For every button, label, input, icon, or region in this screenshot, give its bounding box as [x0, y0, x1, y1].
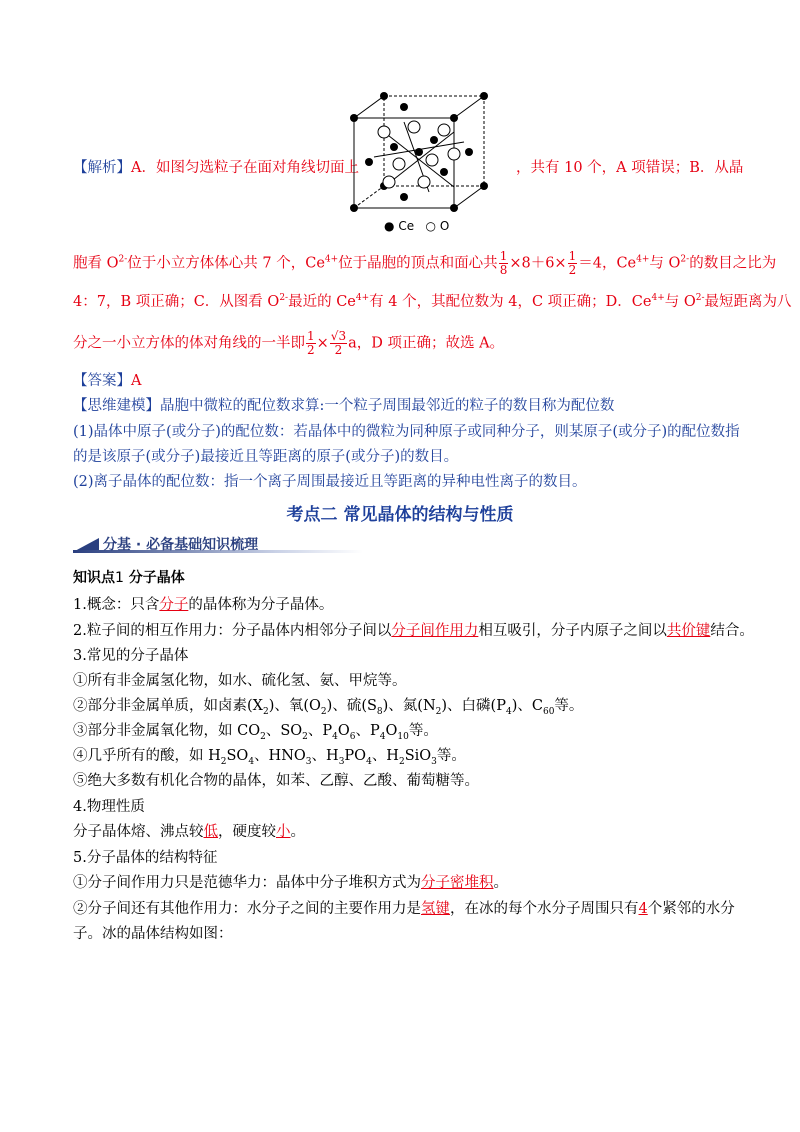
fraction: $\frac{1}{2}$ — [307, 329, 315, 357]
properties-heading: 4.物理性质 — [73, 799, 145, 815]
model-line-1: 【思维建模】晶胞中微粒的配位数求算:一个粒子周围最邻近的粒子的数目称为配位数 — [73, 398, 615, 414]
analysis-tag: 【解析】 — [73, 160, 131, 176]
knowledge-heading: 知识点1 分子晶体 — [73, 570, 185, 586]
model-line-3: 的是该原子(或分子)最接近且等距离的原子(或分子)的数目。 — [73, 449, 459, 465]
analysis-line-1b: ，共有 10 个，A 项错误；B．从晶 — [516, 160, 744, 176]
fraction: $\frac{1}{2}$ — [568, 249, 577, 277]
section-banner — [73, 534, 363, 558]
analysis-line-4: 分之一小立方体的体对角线的一半即 $\frac{1}{2}$ × $\frac{√3}{2}$ a，D 项正确；故选 A。 — [73, 329, 505, 357]
answer-value: A — [131, 373, 142, 389]
model-line-2: (1)晶体中原子(或分子)的配位数：若晶体中的微粒为同种原子或同种分子，则某原子(或分子)的配位数指 — [73, 424, 740, 440]
banner-label: 分基 · 必备基础知识梳理 — [103, 537, 259, 553]
interaction-line: 2.粒子间的相互作用力：分子晶体内相邻分子间以分子间作用力相互吸引，分子内原子之间以共价键结合。 — [73, 623, 754, 639]
list-item: ⑤绝大多数有机化合物的晶体，如苯、乙醇、乙酸、葡萄糖等。 — [73, 773, 479, 789]
structure-heading: 5.分子晶体的结构特征 — [73, 850, 218, 866]
ce-legend-icon: ● — [384, 219, 395, 233]
o-legend-icon: ○ — [425, 219, 437, 233]
answer-tag: 【答案】 — [73, 373, 131, 389]
concept-line: 1.概念：只含分子的晶体称为分子晶体。 — [73, 597, 334, 613]
section-title: 考点二 常见晶体的结构与性质 — [286, 505, 514, 525]
model-tag: 【思维建模】 — [73, 398, 160, 414]
list-item: ②部分非金属单质，如卤素$(X_2)$、氧$(O_2)$、硫$(S_8)$、氮$(N_2)$、白磷$(P_4)$、$C_{60}$等。 — [73, 698, 584, 717]
list-item: ③部分非金属氧化物，如 $CO_2$、$SO_2$、$P_4O_6$、$P_4O_{10}$等。 — [73, 723, 438, 742]
analysis-line-1: 【解析】A．如图匀选粒子在面对角线切面上 — [73, 160, 359, 176]
analysis-line-3: 4：7，B 项正确；C．从图看 $O^{2-}$最近的 $Ce^{4+}$有 4 个，其配位数为 4，C 项正确；D．$Ce^{4+}$与 $O^{2-}$最短距离为八 — [73, 293, 792, 310]
answer-line — [73, 371, 141, 391]
model-line-4: (2)离子晶体的配位数：指一个离子周围最接近且等距离的异种电性离子的数目。 — [73, 474, 587, 490]
list-item: ①所有非金属氢化物，如水、硫化氢、氨、甲烷等。 — [73, 673, 407, 689]
structure-line-3: 子。冰的晶体结构如图： — [73, 926, 233, 942]
fraction: $\frac{√3}{2}$ — [330, 329, 347, 357]
analysis-line-2: 胞看 $O^{2-}$位于小立方体体心共 7 个，$Ce^{4+}$位于晶胞的顶点和面心共 $\frac{1}{8}$ ×8＋6× $\frac{1}{2}$ ＝4，$Ce^{4+}$与 $O^{2-}$的数目之比为 — [73, 249, 777, 277]
list-item: ④几乎所有的酸，如 $H_2SO_4$、$HNO_3$、$H_3PO_4$、$H_2SiO_3$等。 — [73, 748, 466, 767]
diagram-legend — [384, 219, 449, 233]
ce-legend-label: Ce — [398, 219, 415, 233]
o-legend-label: O — [439, 219, 450, 233]
common-heading: 3.常见的分子晶体 — [73, 648, 189, 664]
properties-line: 分子晶体熔、沸点较低，硬度较小。 — [73, 824, 305, 840]
structure-line-2: ②分子间还有其他作用力：水分子之间的主要作用力是氢键，在冰的每个水分子周围只有4个紧邻的水分 — [73, 901, 735, 917]
fraction: $\frac{1}{8}$ — [499, 249, 508, 277]
structure-line-1: ①分子间作用力只是范德华力：晶体中分子堆积方式为分子密堆积。 — [73, 875, 508, 891]
